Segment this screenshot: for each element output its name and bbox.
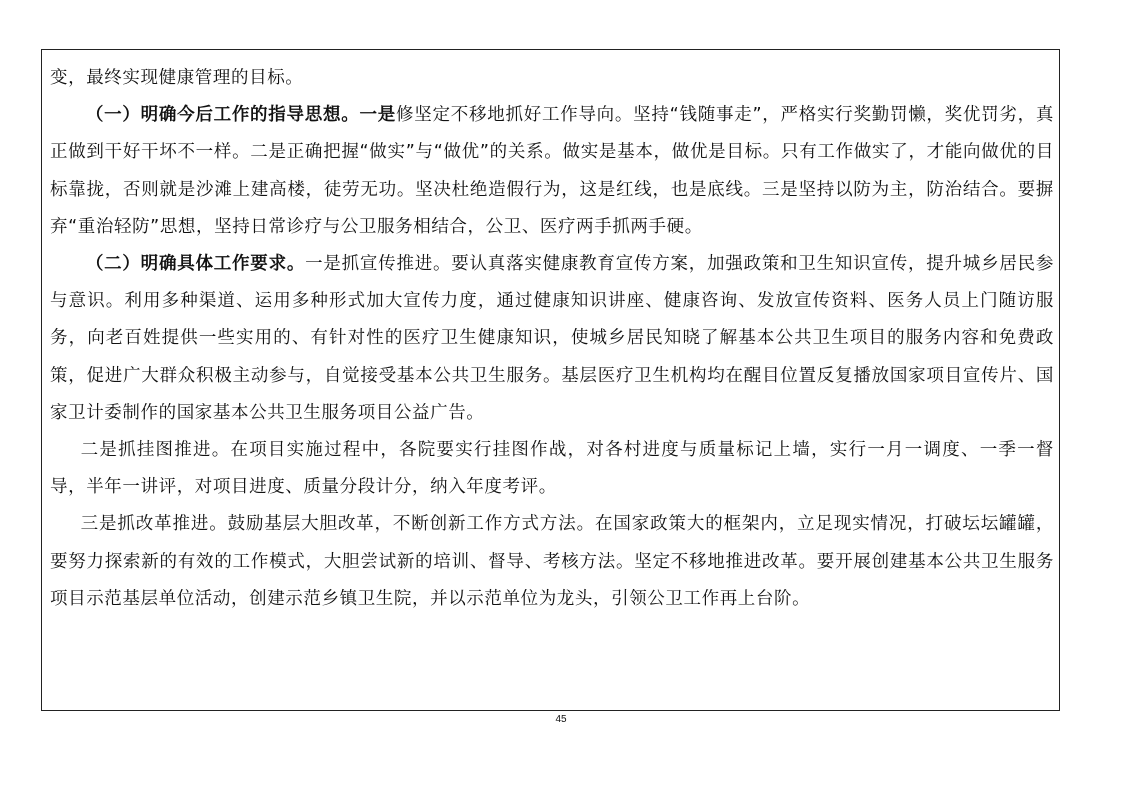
paragraph-work-requirements (50, 246, 1054, 432)
paragraph-chart-progress (50, 432, 1054, 506)
paragraph-guiding-thought (50, 97, 1054, 246)
paragraph-text: 一是抓宣传推进。要认真落实健康教育宣传方案，加强政策和卫生知识宣传，提升城乡居民参与意识。利用多种渠道、运用多种形式加大宣传力度，通过健康知识讲座、健康咨询、发放宣传资料、医务人员上门随访服务，向老百姓提供一些实用的、有针对性的医疗卫生健康知识，使城乡居民知晓了解基本公共卫生项目的服务内容和免费政策，促进广大群众积极主动参与，自觉接受基本公共卫生服务。基层医疗卫生机构均在醒目位置反复播放国家项目宣传片、国家卫计委制作的国家基本公共卫生服务项目公益广告。 (50, 254, 1054, 423)
paragraph-text: 三是抓改革推进。鼓励基层大胆改革，不断创新工作方式方法。在国家政策大的框架内，立足现实情况，打破坛坛罐罐，要努力探索新的有效的工作模式，大胆尝试新的培训、督导、考核方法。坚定不移地推进改革。要开展创建基本公共卫生服务项目示范基层单位活动，创建示范乡镇卫生院，并以示范单位为龙头，引领公卫工作再上台阶。 (50, 514, 1054, 609)
paragraph-heading: （一）明确今后工作的指导思想。一是 (85, 105, 397, 126)
paragraph-continuation (50, 60, 1054, 97)
paragraph-text: 变，最终实现健康管理的目标。 (50, 68, 304, 88)
page-number: 45 (555, 714, 567, 725)
paragraph-text: 修坚定不移地抓好工作导向。坚持“钱随事走”，严格实行奖勤罚懒，奖优罚劣，真正做到干好干坏不一样。二是正确把握“做实”与“做优”的关系。做实是基本，做优是目标。只有工作做实了，才能向做优的目标靠拢，否则就是沙滩上建高楼，徒劳无功。坚决杜绝造假行为，这是红线，也是底线。三是坚持以防为主，防治结合。要摒弃“重治轻防”思想，坚持日常诊疗与公卫服务相结合，公卫、医疗两手抓两手硬。 (50, 105, 1054, 237)
paragraph-text: 二是抓挂图推进。在项目实施过程中，各院要实行挂图作战，对各村进度与质量标记上墙，实行一月一调度、一季一督导，半年一讲评，对项目进度、质量分段计分，纳入年度考评。 (50, 440, 1054, 498)
document-frame (41, 49, 1060, 711)
document-body (50, 60, 1054, 618)
paragraph-reform-progress (50, 506, 1054, 618)
paragraph-heading: （二）明确具体工作要求。 (85, 254, 306, 275)
